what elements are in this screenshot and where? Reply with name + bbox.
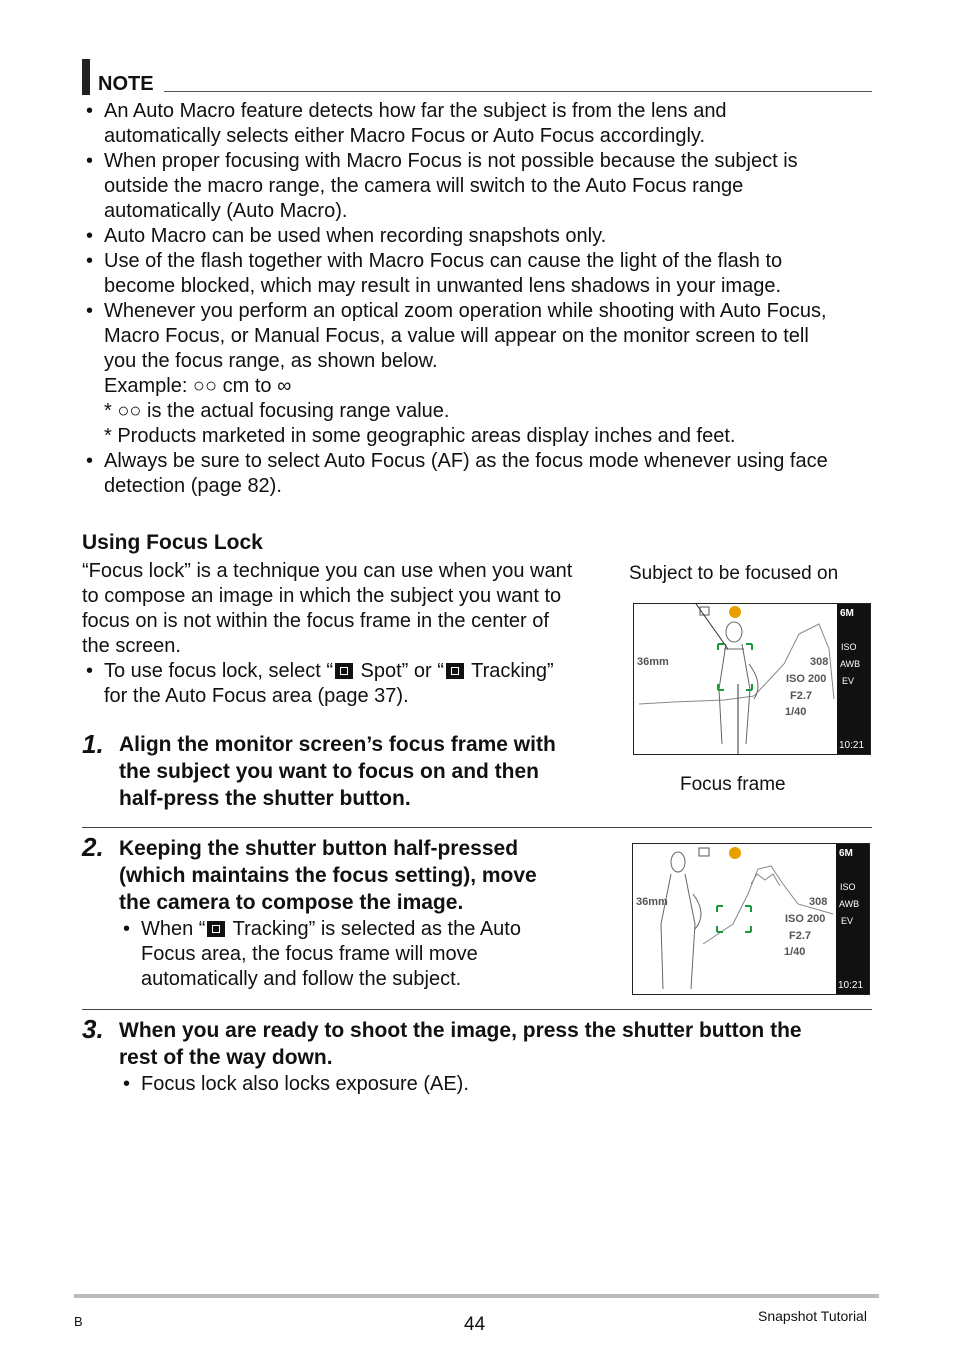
bullet-text: Spot” or “ [354, 660, 444, 682]
camera-scene-2 [633, 844, 869, 994]
note-asterisk: * ○○ is the actual focusing range value. [104, 400, 450, 422]
step-line: half-press the shutter button. [119, 787, 411, 810]
note-line: • Always be sure to select Auto Focus (AF) as the focus mode whenever using face [104, 449, 828, 474]
sub-text: When “ [141, 918, 206, 940]
awb-icon: AWB [840, 659, 861, 669]
footer-left: B [74, 1314, 83, 1329]
note-line: automatically selects either Macro Focus or Auto Focus accordingly. [104, 125, 705, 147]
step-line: When you are ready to shoot the image, press the shutter button the [119, 1019, 802, 1042]
sub-text: Focus area, the focus frame will move [141, 943, 478, 965]
bullet-text: To use focus lock, select “ [104, 660, 333, 682]
time-readout: 10:21 [838, 980, 864, 991]
sub-text: Tracking” is selected as the Auto [227, 918, 521, 940]
divider [82, 1009, 872, 1010]
ev-icon: EV [842, 676, 855, 686]
bullet-text: Tracking” [465, 660, 554, 682]
spot-icon [335, 663, 353, 679]
iso-icon: ISO [841, 642, 857, 652]
focus-frame-label: Focus frame [680, 774, 786, 795]
step-number: 1. [82, 729, 104, 759]
note-line: • Use of the flash together with Macro Focus can cause the light of the flash to [104, 249, 782, 274]
divider [82, 827, 872, 828]
note-line: • An Auto Macro feature detects how far the subject is from the lens and [104, 99, 727, 124]
camera-screen-2 [632, 843, 870, 995]
note-asterisk: * Products marketed in some geographic areas display inches and feet. [104, 425, 736, 447]
camera-screen-1 [633, 603, 871, 755]
aperture-readout: F2.7 [789, 930, 812, 942]
note-bar [82, 59, 90, 95]
note-line: you the focus range, as shown below. [104, 350, 438, 372]
intro-line: focus on is not within the focus frame in the center of [82, 610, 549, 632]
step-line: rest of the way down. [119, 1046, 333, 1069]
iso-icon: ISO [840, 882, 856, 892]
note-label: NOTE [98, 73, 154, 95]
note-line: • Auto Macro can be used when recording snapshots only. [104, 224, 606, 249]
section-title: Using Focus Lock [82, 531, 263, 554]
ev-icon: EV [841, 916, 854, 926]
sub-text: automatically and follow the subject. [141, 968, 462, 990]
awb-icon: AWB [839, 899, 860, 909]
shots-readout: 308 [809, 896, 828, 908]
step-number: 3. [82, 1014, 104, 1044]
intro-line: “Focus lock” is a technique you can use when you want [82, 560, 573, 582]
camera-scene-1 [634, 604, 870, 754]
note-line: Macro Focus, or Manual Focus, a value will appear on the monitor screen to tell [104, 325, 809, 347]
zoom-readout: 36mm [636, 896, 668, 908]
bullet-text: for the Auto Focus area (page 37). [104, 685, 409, 707]
shutter-readout: 1/40 [784, 946, 806, 958]
aperture-readout: F2.7 [790, 690, 813, 702]
tracking-icon [207, 921, 225, 937]
note-line: • Whenever you perform an optical zoom operation while shooting with Auto Focus, [104, 299, 827, 324]
note-line: outside the macro range, the camera will switch to the Auto Focus range [104, 175, 744, 197]
step-sub-bullet [141, 917, 521, 942]
focus-lock-bullet [104, 659, 554, 684]
subject-label: Subject to be focused on [629, 563, 839, 584]
page-number: 44 [464, 1314, 486, 1335]
note-rule [164, 91, 872, 92]
note-line: detection (page 82). [104, 475, 282, 497]
sub-text: • Focus lock also locks exposure (AE). [141, 1072, 469, 1097]
step-line: the subject you want to focus on and then [119, 760, 540, 783]
step-line: (which maintains the focus setting), move [119, 864, 537, 887]
step-line: Keeping the shutter button half-pressed [119, 837, 519, 860]
zoom-readout: 36mm [637, 656, 669, 668]
shots-readout: 308 [810, 656, 829, 668]
footer-right: Snapshot Tutorial [758, 1308, 867, 1324]
intro-line: to compose an image in which the subject you want to [82, 585, 562, 607]
intro-line: the screen. [82, 635, 181, 657]
footer-rule [74, 1294, 879, 1298]
note-line: • When proper focusing with Macro Focus is not possible because the subject is [104, 149, 798, 174]
note-line: become blocked, which may result in unwanted lens shadows in your image. [104, 275, 782, 297]
shutter-readout: 1/40 [785, 706, 807, 718]
iso-readout: ISO 200 [785, 913, 826, 925]
note-line: automatically (Auto Macro). [104, 200, 348, 222]
step-line: Align the monitor screen’s focus frame with [119, 733, 556, 756]
size-indicator: 6M [840, 608, 854, 619]
size-indicator: 6M [839, 848, 853, 859]
iso-readout: ISO 200 [786, 673, 827, 685]
step-line: the camera to compose the image. [119, 891, 464, 914]
tracking-icon [446, 663, 464, 679]
time-readout: 10:21 [839, 740, 865, 751]
note-example: Example: ○○ cm to ∞ [104, 375, 292, 397]
step-number: 2. [82, 832, 104, 862]
